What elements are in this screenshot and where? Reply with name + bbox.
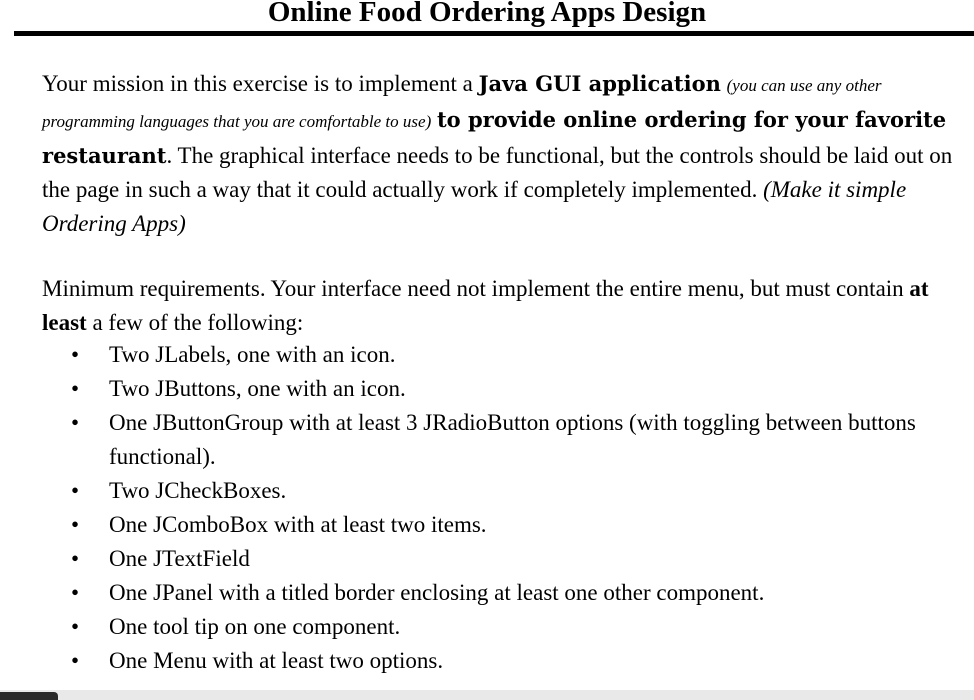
viewer-bottom-bar <box>0 690 974 700</box>
minimum-requirements-paragraph <box>42 272 972 340</box>
intro-italic-note: (you can use any other programming languages that you are comfortable to use) <box>42 76 882 131</box>
list-item-text: One JPanel with a titled border enclosing at least one other component. <box>109 580 765 605</box>
list-item-text: One Menu with at least two options. <box>109 648 444 673</box>
list-item <box>42 474 972 508</box>
min-bold-at-least: at least <box>42 276 929 335</box>
list-item <box>42 644 972 678</box>
intro-italic-simple: (Make it simple Ordering Apps) <box>42 177 907 236</box>
list-item <box>42 508 972 542</box>
list-item-text: One JButtonGroup with at least 3 JRadioButton options (with toggling between buttons functional). <box>109 410 916 469</box>
intro-text-2: . The graphical interface needs to be functional, but the controls should be laid out on the page in such a way that it could actually work if completely implemented. <box>42 143 953 202</box>
list-item <box>42 576 972 610</box>
intro-bold-java-gui: Java GUI application <box>478 71 721 96</box>
list-item-text: One tool tip on one component. <box>109 614 401 639</box>
list-item-text: One JComboBox with at least two items. <box>109 512 487 537</box>
bullet-icon: • <box>71 580 80 605</box>
bullet-icon: • <box>71 614 80 639</box>
min-text-1: Minimum requirements. Your interface need not implement the entire menu, but must contain <box>42 276 910 301</box>
intro-bold-purpose: to provide online ordering for your favorite restaurant <box>42 107 947 168</box>
list-item <box>42 406 972 474</box>
list-item <box>42 542 972 576</box>
bullet-icon: • <box>71 648 80 673</box>
page-title: Online Food Ordering Apps Design <box>267 0 707 28</box>
title-underline <box>14 31 974 36</box>
list-item <box>42 338 972 372</box>
intro-paragraph <box>42 67 972 241</box>
bullet-icon: • <box>71 478 80 503</box>
list-item-text: One JTextField <box>109 546 250 571</box>
bullet-icon: • <box>71 512 80 537</box>
bullet-icon: • <box>71 546 80 571</box>
list-item-text: Two JLabels, one with an icon. <box>109 342 396 367</box>
viewer-toolbar-tab[interactable] <box>0 692 58 700</box>
bullet-icon: • <box>71 410 80 435</box>
list-item-text: Two JButtons, one with an icon. <box>109 376 406 401</box>
list-item-text: Two JCheckBoxes. <box>109 478 287 503</box>
list-item <box>42 610 972 644</box>
list-item <box>42 372 972 406</box>
requirements-list <box>42 338 972 678</box>
min-text-2: a few of the following: <box>86 310 304 335</box>
bullet-icon: • <box>71 376 80 401</box>
bullet-icon: • <box>71 342 80 367</box>
intro-text-1: Your mission in this exercise is to implement a <box>42 71 479 96</box>
